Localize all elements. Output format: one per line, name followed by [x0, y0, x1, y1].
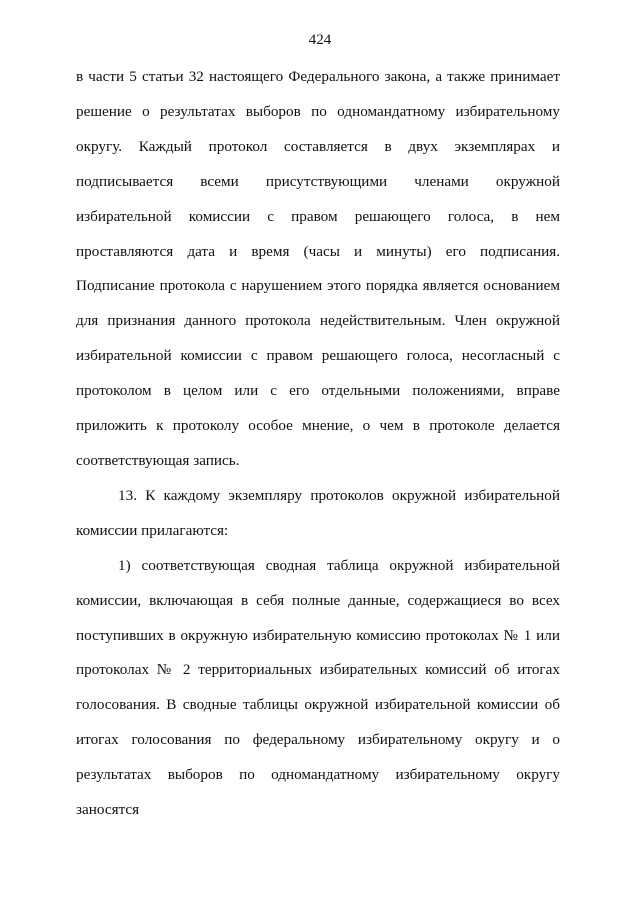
paragraph-subitem-1: 1) соответствующая сводная таблица окружной избирательной комиссии, включающая в себя полные данные, содержащиеся во всех поступивших в окружную избирательную комиссию протоколах № 1 или протоколах № 2 территориальных избирательных комиссий об итогах голосования. В сводные таблицы окружной избирательной комиссии об итогах голосования по федеральному избирательному округу и о результатах выборов по одномандатному избирательному округу заносятся: [76, 556, 560, 819]
document-body: [76, 60, 560, 828]
paragraph-item-13: 13. К каждому экземпляру протоколов окружной избирательной комиссии прилагаются:: [76, 486, 560, 539]
page-number: 424: [308, 32, 332, 48]
paragraph-protocol-signing: в части 5 статьи 32 настоящего Федерального закона, а также принимает решение о результатах выборов по одномандатному избирательному округу. Каждый протокол составляется в двух экземплярах и подписывается всеми присутствующими членами окружной избирательной комиссии с правом решающего голоса, в нем проставляются дата и время (часы и минуты) его подписания. Подписание протокола с нарушением этого порядка является основанием для признания данного протокола недействительным. Член окружной избирательной комиссии с правом решающего голоса, несогласный с протоколом в целом или с его отдельными положениями, вправе приложить к протоколу особое мнение, о чем в протоколе делается соответствующая запись.: [76, 68, 560, 469]
